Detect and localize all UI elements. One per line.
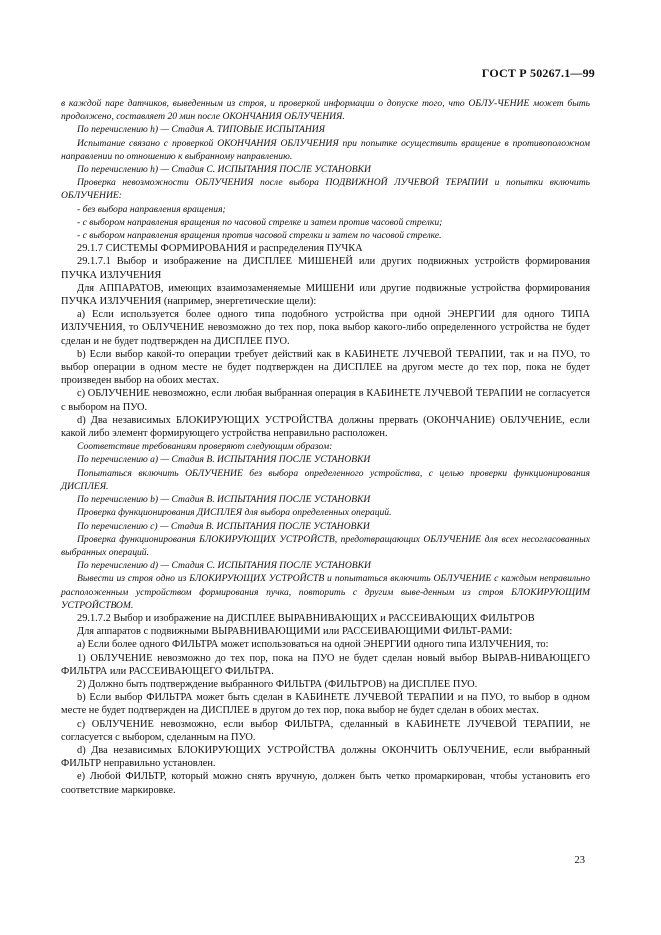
requirement-paragraph: d) Два независимых БЛОКИРУЮЩИХ УСТРОЙСТВА должны прервать (ОКОНЧАНИЕ) ОБЛУЧЕНИЕ, если какой либо элемент формирующего устройства неправильно расположен. xyxy=(61,414,590,440)
test-procedure-paragraph: По перечислению h) — Стадия С. ИСПЫТАНИЯ ПОСЛЕ УСТАНОВКИ xyxy=(77,164,371,176)
test-procedure-paragraph: По перечислению а) — Стадия В. ИСПЫТАНИЯ ПОСЛЕ УСТАНОВКИ xyxy=(77,454,371,466)
test-procedure-paragraph: По перечислению d) — Стадия С. ИСПЫТАНИЯ ПОСЛЕ УСТАНОВКИ xyxy=(77,560,371,572)
requirement-paragraph: 29.1.7.1 Выбор и изображение на ДИСПЛЕЕ МИШЕНЕЙ или других подвижных устройств формирования ПУЧКА ИЗЛУЧЕНИЯ xyxy=(61,256,590,281)
requirement-paragraph: b) Если выбор ФИЛЬТРА может быть сделан в КАБИНЕТЕ ЛУЧЕВОЙ ТЕРАПИИ и на ПУО, то выбор в одном месте не будет подтвержден на ДИСПЛЕЕ в другом до тех пор, пока выбор не будет сделан в обоих местах. xyxy=(61,692,590,717)
page-number: 23 xyxy=(574,855,585,866)
document-code: ГОСТ Р 50267.1—99 xyxy=(481,66,595,80)
test-procedure-paragraph: - с выбором направления вращения по часовой стрелке и затем против часовой стрелки; xyxy=(77,216,443,228)
test-procedure-paragraph: Испытание связано с проверкой ОКОНЧАНИЯ ОБЛУЧЕНИЯ при попытке осуществить вращение в противоположном направлении по отношению к выбранному направлению. xyxy=(61,137,590,162)
requirement-paragraph: с) ОБЛУЧЕНИЕ невозможно, если выбор ФИЛЬТРА, сделанный в КАБИНЕТЕ ЛУЧЕВОЙ ТЕРАПИИ, не согласуется с выбором, сделанным на ПУО. xyxy=(61,718,590,743)
requirement-paragraph: 1) ОБЛУЧЕНИЕ невозможно до тех пор, пока на ПУО не будет сделан новый выбор ВЫРАВ-НИВАЮЩЕГО ФИЛЬТРА или РАССЕИВАЮЩЕГО ФИЛЬТРА. xyxy=(61,652,590,677)
test-procedure-paragraph: Проверка функционирования ДИСПЛЕЯ для выбора определенных операций. xyxy=(77,507,392,519)
requirement-paragraph: с) ОБЛУЧЕНИЕ невозможно, если любая выбранная операция в КАБИНЕТЕ ЛУЧЕВОЙ ТЕРАПИИ не согласуется с выбором на ПУО. xyxy=(61,388,590,413)
test-procedure-paragraph: Проверка невозможности ОБЛУЧЕНИЯ после выбора ПОДВИЖНОЙ ЛУЧЕВОЙ ТЕРАПИИ и попытки включить ОБЛУЧЕНИЕ: xyxy=(61,177,590,202)
requirement-paragraph: Для АППАРАТОВ, имеющих взаимозаменяемые МИШЕНИ или другие подвижные устройства формирования ПУЧКА ИЗЛУЧЕНИЯ (например, энергетические щели): xyxy=(61,282,590,308)
requirement-paragraph: 2) Должно быть подтверждение выбранного ФИЛЬТРА (ФИЛЬТРОВ) на ДИСПЛЕЕ ПУО. xyxy=(77,678,478,690)
requirement-paragraph: а) Если используется более одного типа подобного устройства при одной ЭНЕРГИИ для одного ТИПА ИЗЛУЧЕНИЯ, то ОБЛУЧЕНИЕ невозможно до тех пор, пока выбор какого-либо определенного устройства не будет сделан и не будет подтвержден на ДИСПЛЕЕ ПУО. xyxy=(61,309,590,347)
test-procedure-paragraph: По перечислению h) — Стадия А. ТИПОВЫЕ ИСПЫТАНИЯ xyxy=(77,124,325,136)
requirement-paragraph: b) Если выбор какой-то операции требует действий как в КАБИНЕТЕ ЛУЧЕВОЙ ТЕРАПИИ, так и на ПУО, то выбор операции в одном месте не будет подтвержден на ДИСПЛЕЕ на другом месте до тех пор, пока не будет произведен выбор на обоих местах. xyxy=(61,348,590,387)
requirement-paragraph: а) Если более одного ФИЛЬТРА может использоваться на одной ЭНЕРГИИ одного типа ИЗЛУЧЕНИЯ, то: xyxy=(77,639,549,651)
test-procedure-paragraph: По перечислению b) — Стадия В. ИСПЫТАНИЯ ПОСЛЕ УСТАНОВКИ xyxy=(77,494,371,506)
test-procedure-paragraph: Проверка функционирования БЛОКИРУЮЩИХ УСТРОЙСТВ, предотвращающих ОБЛУЧЕНИЕ для всех несогласованных выбранных операций. xyxy=(61,533,590,558)
test-procedure-paragraph: Соответствие требованиям проверяют следующим образом: xyxy=(77,441,333,453)
test-procedure-paragraph: в каждой паре датчиков, выведенным из строя, и проверкой информации о допуске того, что ОБЛУ-ЧЕНИЕ может быть продолжено, составляет 20 мин после ОКОНЧАНИЯ ОБЛУЧЕНИЯ. xyxy=(61,98,590,123)
requirement-paragraph: 29.1.7 СИСТЕМЫ ФОРМИРОВАНИЯ и распределения ПУЧКА xyxy=(77,243,363,255)
test-procedure-paragraph: Попытаться включить ОБЛУЧЕНИЕ без выбора определенного устройства, с целью проверки функционирования ДИСПЛЕЯ. xyxy=(61,467,590,492)
document-body xyxy=(61,97,590,797)
requirement-paragraph: 29.1.7.2 Выбор и изображение на ДИСПЛЕЕ ВЫРАВНИВАЮЩИХ и РАССЕИВАЮЩИХ ФИЛЬТРОВ xyxy=(77,612,535,624)
test-procedure-paragraph: Вывести из строя одно из БЛОКИРУЮЩИХ УСТРОЙСТВ и попытаться включить ОБЛУЧЕНИЕ с каждым неправильно расположенным устройством формирования пучка, повторить с другим выве-денным из строя БЛОКИРУЮЩИМ УСТРОЙСТВОМ. xyxy=(61,573,590,611)
requirement-paragraph: d) Два независимых БЛОКИРУЮЩИХ УСТРОЙСТВА должны ОКОНЧИТЬ ОБЛУЧЕНИЕ, если выбранный ФИЛЬТР неправильно установлен. xyxy=(61,744,590,770)
test-procedure-paragraph: - с выбором направления вращения против часовой стрелки и затем по часовой стрелке. xyxy=(77,230,442,242)
requirement-paragraph: е) Любой ФИЛЬТР, который можно снять вручную, должен быть четко промаркирован, чтобы установить его соответствие маркировке. xyxy=(61,771,590,796)
test-procedure-paragraph: По перечислению с) — Стадия В. ИСПЫТАНИЯ ПОСЛЕ УСТАНОВКИ xyxy=(77,520,370,532)
test-procedure-paragraph: - без выбора направления вращения; xyxy=(77,203,226,215)
requirement-paragraph: Для аппаратов с подвижными ВЫРАВНИВАЮЩИМИ или РАССЕИВАЮЩИМИ ФИЛЬТ-РАМИ: xyxy=(77,626,513,638)
